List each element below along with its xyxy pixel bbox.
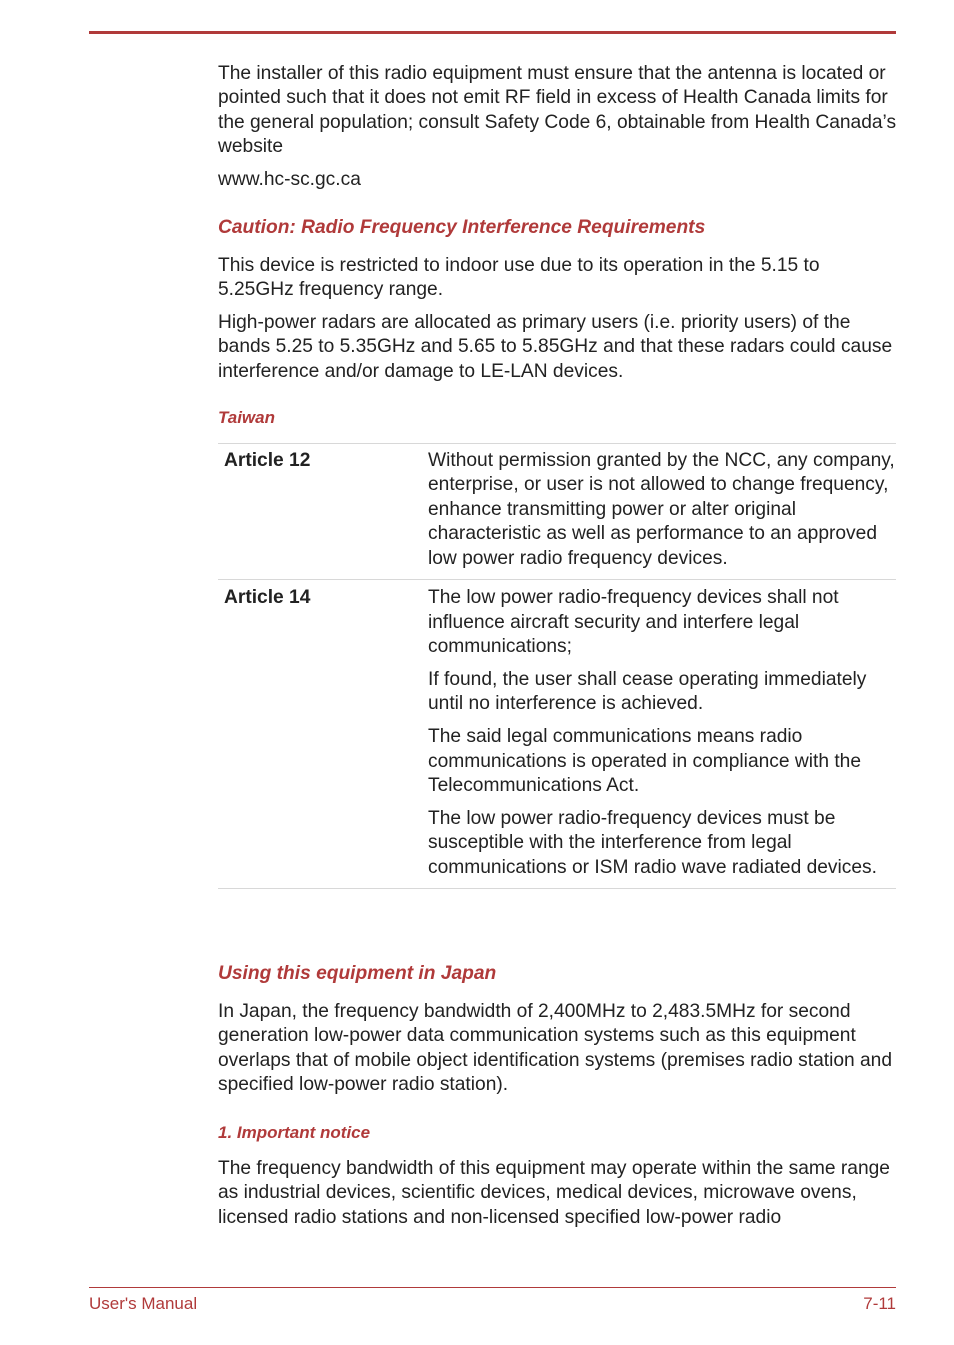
- article-12-description: [428, 444, 896, 580]
- table-row: [218, 580, 896, 889]
- article-14-description: [428, 580, 896, 889]
- caution-heading: Caution: Radio Frequency Interference Requirements: [218, 216, 706, 238]
- footer-manual-title: User's Manual: [89, 1294, 198, 1313]
- article-14-term: Article 14: [218, 580, 428, 889]
- caution-paragraph-1: This device is restricted to indoor use due to its operation in the 5.15 to 5.25GHz frequency range.: [218, 254, 820, 300]
- page-content: [218, 62, 898, 1230]
- taiwan-heading: Taiwan: [218, 408, 275, 428]
- table-row: [218, 444, 896, 580]
- japan-heading: Using this equipment in Japan: [218, 963, 497, 985]
- article-14-paragraph-4: The low power radio-frequency devices must be susceptible with the interference from legal communications or ISM radio wave radiated devices.: [428, 807, 877, 878]
- japan-paragraph: In Japan, the frequency bandwidth of 2,400MHz to 2,483.5MHz for second generation low-power data communication systems such as this equipment overlaps that of mobile object identification systems (premises radio station and specified low-power radio station).: [218, 1001, 893, 1096]
- important-notice-heading: 1. Important notice: [218, 1122, 371, 1142]
- footer-rule: [89, 1287, 896, 1288]
- important-notice-paragraph: The frequency bandwidth of this equipment may operate within the same range as industrial devices, scientific devices, medical devices, microwave ovens, licensed radio stations and non-licensed specified low-power radio: [218, 1157, 890, 1228]
- caution-paragraph-2: High-power radars are allocated as primary users (i.e. priority users) of the bands 5.25 to 5.35GHz and 5.65 to 5.85GHz and that these radars could cause interference and/or damage to LE-LAN devices.: [218, 311, 893, 382]
- article-14-paragraph-2: If found, the user shall cease operating immediately until no interference is achieved.: [428, 668, 867, 715]
- header-rule: [89, 31, 896, 34]
- intro-paragraph: The installer of this radio equipment must ensure that the antenna is located or pointed such that it does not emit RF field in excess of Health Canada limits for the general population; consult Safety Code 6, obtainable from Health Canada’s website: [218, 63, 897, 158]
- article-12-term: Article 12: [224, 450, 311, 472]
- article-14-paragraph-1: The low power radio-frequency devices shall not influence aircraft security and interfere legal communications;: [428, 587, 839, 657]
- article-14-paragraph-3: The said legal communications means radio communications is operated in compliance with the Telecommunications Act.: [428, 726, 862, 796]
- footer-page-number: 7-11: [863, 1294, 896, 1313]
- article-12-paragraph: Without permission granted by the NCC, any company, enterprise, or user is not allowed to change frequency, enhance transmitting power or alter original characteristic as well as performance to an approved low power radio frequency devices.: [428, 450, 895, 569]
- health-canada-url: www.hc-sc.gc.ca: [218, 169, 361, 191]
- taiwan-articles-table: [218, 443, 896, 889]
